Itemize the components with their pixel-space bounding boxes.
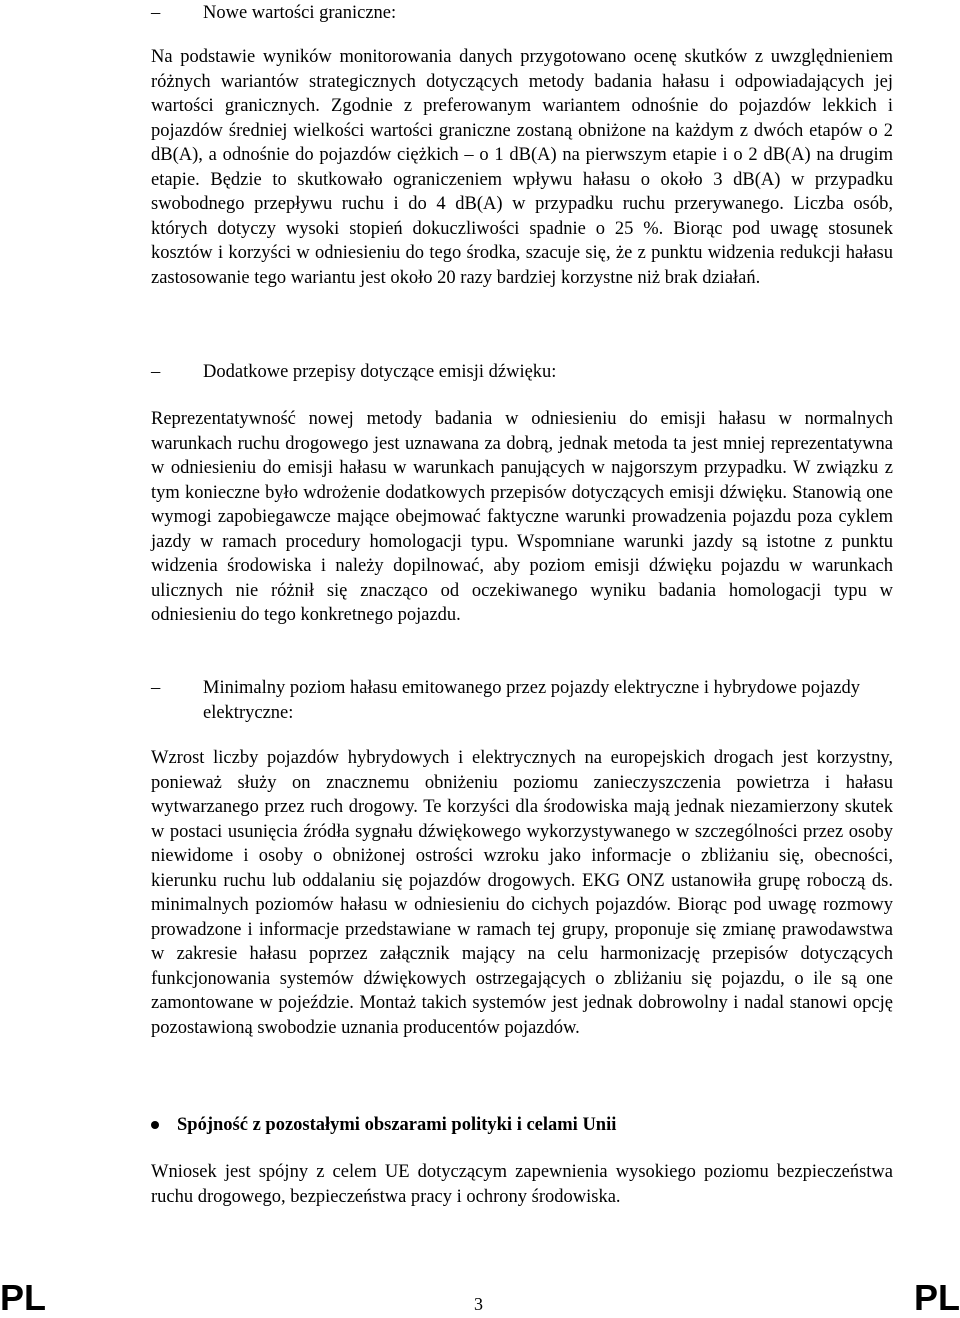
bullet-paragraph: Wniosek jest spójny z celem UE dotyczącym zapewnienia wysokiego poziomu bezpieczeństwa ruchu drogowego, bezpieczeństwa pracy i ochrony środowiska.: [151, 1162, 893, 1207]
section-1-heading-item: [151, 1, 893, 26]
dash-marker: –: [151, 678, 161, 698]
footer-language-left: PL: [0, 1277, 47, 1318]
page-footer: [0, 1278, 960, 1318]
section-1-paragraph: Na podstawie wyników monitorowania danych przygotowano ocenę skutków z uwzględnieniem różnych wariantów strategicznych dotyczących metody badania hałasu i odpowiadających jej wartości granicznych. Zgodnie z preferowanym wariantem odnośnie do pojazdów lekkich i pojazdów średniej wielkości wartości graniczne zostaną obniżone na każdym z dwóch etapów o 2 dB(A), a odnośnie do pojazdów ciężkich – o 1 dB(A) na pierwszym etapie i o 2 dB(A) na drugim etapie. Będzie to skutkowało ograniczeniem wpływu hałasu o około 3 dB(A) w przypadku swobodnego przepływu ruchu i do 4 dB(A) w przypadku ruchu przerywanego. Liczba osób, których dotyczy wysoki stopień dokuczliwości spadnie o 25 %. Biorąc pod uwagę stosunek kosztów i korzyści w odniesieniu do tego środka, szacuje się, że z punktu widzenia redukcji hałasu zastosowanie tego wariantu jest około 20 razy bardziej korzystne niż brak działań.: [151, 47, 893, 288]
section-2-paragraph: Reprezentatywność nowej metody badania w odniesieniu do emisji hałasu w normalnych warunkach ruchu drogowego jest uznawana za dobrą, jednak metoda ta jest mniej reprezentatywna w odniesieniu do emisji hałasu w warunkach panujących w najgorszym przypadku. W związku z tym konieczne było wdrożenie dodatkowych przepisów dotyczących emisji dźwięku. Stanowią one wymogi zapobiegawcze mające obejmować faktyczne warunki prowadzenia pojazdu poza cyklem jazdy w ramach procedury homologacji typu. Wspomniane warunki jazdy są istotne z punktu widzenia środowiska i należy dopilnować, aby poziom emisji dźwięku pojazdu w warunkach ulicznych nie różnił się znacząco od oczekiwanego wyniku badania homologacji typu w odniesieniu do tego konkretnego pojazdu.: [151, 409, 893, 625]
section-2-heading-item: [151, 360, 893, 385]
footer-language-right: PL: [913, 1277, 960, 1318]
bullet-heading: Spójność z pozostałymi obszarami polityki i celami Unii: [177, 1115, 617, 1135]
dash-marker: –: [151, 362, 161, 382]
section-3-heading: Minimalny poziom hałasu emitowanego przez pojazdy elektryczne i hybrydowe pojazdy elektryczne:: [203, 678, 861, 723]
bullet-dot-icon: [151, 1121, 159, 1129]
page-number: 3: [474, 1294, 483, 1314]
section-1-heading: Nowe wartości graniczne:: [203, 3, 397, 23]
section-2-heading: Dodatkowe przepisy dotyczące emisji dźwięku:: [203, 362, 557, 382]
dash-marker: –: [151, 3, 161, 23]
bullet-heading-item: [151, 1113, 893, 1138]
section-3-paragraph: Wzrost liczby pojazdów hybrydowych i elektrycznych na europejskich drogach jest korzystny, ponieważ służy on znacznemu obniżeniu poziomu zanieczyszczenia powietrza i hałasu wytwarzanego przez ruch drogowy. Te korzyści dla środowiska mają jednak niezamierzony skutek w postaci usunięcia źródła sygnału dźwiękowego wykorzystywanego w szczególności przez osoby niewidome i osoby o obniżonej ostrości wzroku jako informacje o zbliżaniu się, obecności, kierunku ruchu lub oddalaniu się pojazdów drogowych. EKG ONZ ustanowiła grupę roboczą ds. minimalnych poziomów hałasu w odniesieniu do cichych pojazdów. Biorąc pod uwagę rozmowy prowadzone i informacje przedstawiane w ramach tej grupy, proponuje się zmianę prawodawstwa w zakresie hałasu poprzez załącznik mający na celu harmonizację przepisów dotyczących funkcjonowania systemów dźwiękowych ostrzegających o zbliżaniu się pojazdu, o ile są one zamontowane w pojeździe. Montaż takich systemów jest jednak dobrowolny i nadal stanowi opcję pozostawioną swobodzie uznania producentów pojazdów.: [151, 748, 893, 1038]
section-3-heading-item: [151, 676, 945, 725]
